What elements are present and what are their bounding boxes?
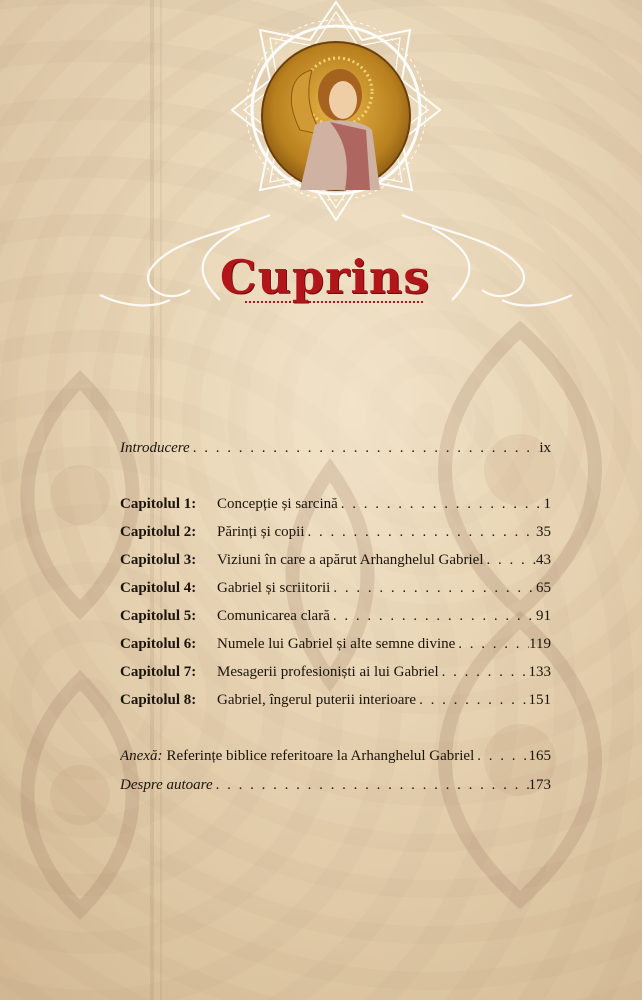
chapter-page: 119 [529,636,551,652]
dot-leader [190,440,540,457]
annex-page: 165 [528,748,551,764]
chapter-title: Numele lui Gabriel și alte semne divine [217,636,456,652]
toc-row-intro[interactable] [120,440,551,460]
dot-leader [330,608,536,625]
toc-row-chapter-1[interactable] [120,496,551,516]
toc-row-chapter-2[interactable] [120,524,551,544]
chapter-page: 133 [528,664,551,680]
chapter-label: Capitolul 4: [120,580,197,596]
chapter-title: Comunicarea clară [217,608,330,624]
chapter-page: 35 [536,524,551,540]
chapter-title: Viziuni în care a apărut Arhanghelul Gabriel [217,552,484,568]
chapter-title: Gabriel și scriitorii [217,580,331,596]
chapter-title: Părinți și copii [217,524,305,540]
intro-title: Introducere [120,440,190,456]
toc-row-chapter-5[interactable] [120,608,551,628]
toc-row-chapter-7[interactable] [120,664,551,684]
chapter-title: Concepție și sarcină [217,496,338,512]
chapter-page: 65 [536,580,551,596]
dot-leader [439,664,529,681]
dot-leader [330,580,536,597]
toc-row-annex[interactable] [120,748,551,768]
intro-page: ix [539,440,551,456]
title-underline [245,301,423,303]
dot-leader [416,692,528,709]
chapter-page: 91 [536,608,551,624]
toc-row-chapter-6[interactable] [120,636,551,656]
about-page: 173 [528,777,551,793]
dot-leader [213,777,529,794]
chapter-label: Capitolul 2: [120,524,197,540]
chapter-title: Gabriel, îngerul puterii interioare [217,692,417,708]
dot-leader [484,552,537,569]
dot-leader [474,748,528,765]
annex-title: Referințe biblice referitoare la Arhanghelul Gabriel [166,748,475,764]
toc-row-chapter-4[interactable] [120,580,551,600]
toc-row-about[interactable] [120,777,551,797]
chapter-label: Capitolul 5: [120,608,197,624]
toc-row-chapter-3[interactable] [120,552,551,572]
page-title: Cuprins [219,250,431,304]
toc-row-chapter-8[interactable] [120,692,551,712]
annex-label: Anexă: [120,748,163,764]
chapter-title: Mesagerii profesioniști ai lui Gabriel [217,664,439,680]
chapter-label: Capitolul 8: [120,692,197,708]
chapter-label: Capitolul 6: [120,636,197,652]
chapter-label: Capitolul 1: [120,496,197,512]
chapter-label: Capitolul 3: [120,552,197,568]
dot-leader [305,524,537,541]
about-title: Despre autoare [120,777,213,793]
dot-leader [338,496,544,513]
chapter-page: 151 [528,692,551,708]
chapter-page: 43 [536,552,551,568]
chapter-label: Capitolul 7: [120,664,197,680]
dot-leader [455,636,529,653]
chapter-page: 1 [543,496,551,512]
